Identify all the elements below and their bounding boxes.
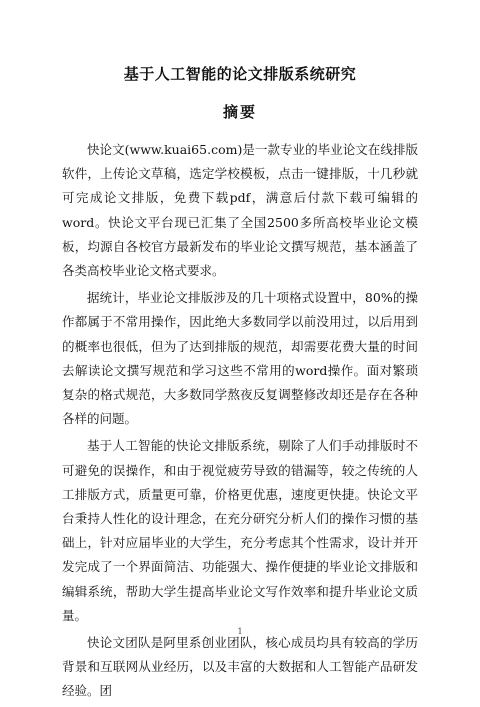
paragraph-4: 快论文团队是阿里系创业团队，核心成员均具有较高的学历背景和互联网从业经历，以及丰富的大数据和人工智能产品研发经验。团 bbox=[62, 635, 418, 699]
page-number: 1 bbox=[237, 627, 243, 636]
paragraph-2: 据统计，毕业论文排版涉及的几十项格式设置中，80%的操作都属于不常用操作，因此绝大多数同学以前没用过，以后用到的概率也很低，但为了达到排版的规范，却需要花费大量的时间去解读论文撰写规范和学习这些不常用的word操作。面对繁琐复杂的格式规范，大多数同学熬夜反复调整修改却还是存在各种各样的问题。 bbox=[62, 290, 418, 427]
abstract-body bbox=[62, 138, 418, 707]
abstract-heading: 摘要 bbox=[222, 103, 257, 121]
paragraph-3: 基于人工智能的快论文排版系统，剔除了人们手动排版时不可避免的误操作，和由于视觉疲劳导致的错漏等，较之传统的人工排版方式，质量更可靠，价格更优惠，速度更快捷。快论文平台秉持人性化的设计理念，在充分研究分析人们的操作习惯的基础上，针对应届毕业的大学生，充分考虑其个性需求，设计并开发完成了一个界面简洁、功能强大、操作便捷的毕业论文排版和编辑系统，帮助大学生提高毕业论文写作效率和提升毕业论文质量。 bbox=[62, 438, 418, 623]
paper-title: 基于人工智能的论文排版系统研究 bbox=[123, 65, 357, 83]
paragraph-1: 快论文(www.kuai65.com)是一款专业的毕业论文在线排版软件，上传论文草稿，选定学校模板，点击一键排版，十几秒就可完成论文排版，免费下载pdf，满意后付款下载可编辑的word。快论文平台现已汇集了全国2500多所高校毕业论文模板，均源自各校官方最新发布的毕业论文撰写规范，基本涵盖了各类高校毕业论文格式要求。 bbox=[62, 142, 418, 279]
